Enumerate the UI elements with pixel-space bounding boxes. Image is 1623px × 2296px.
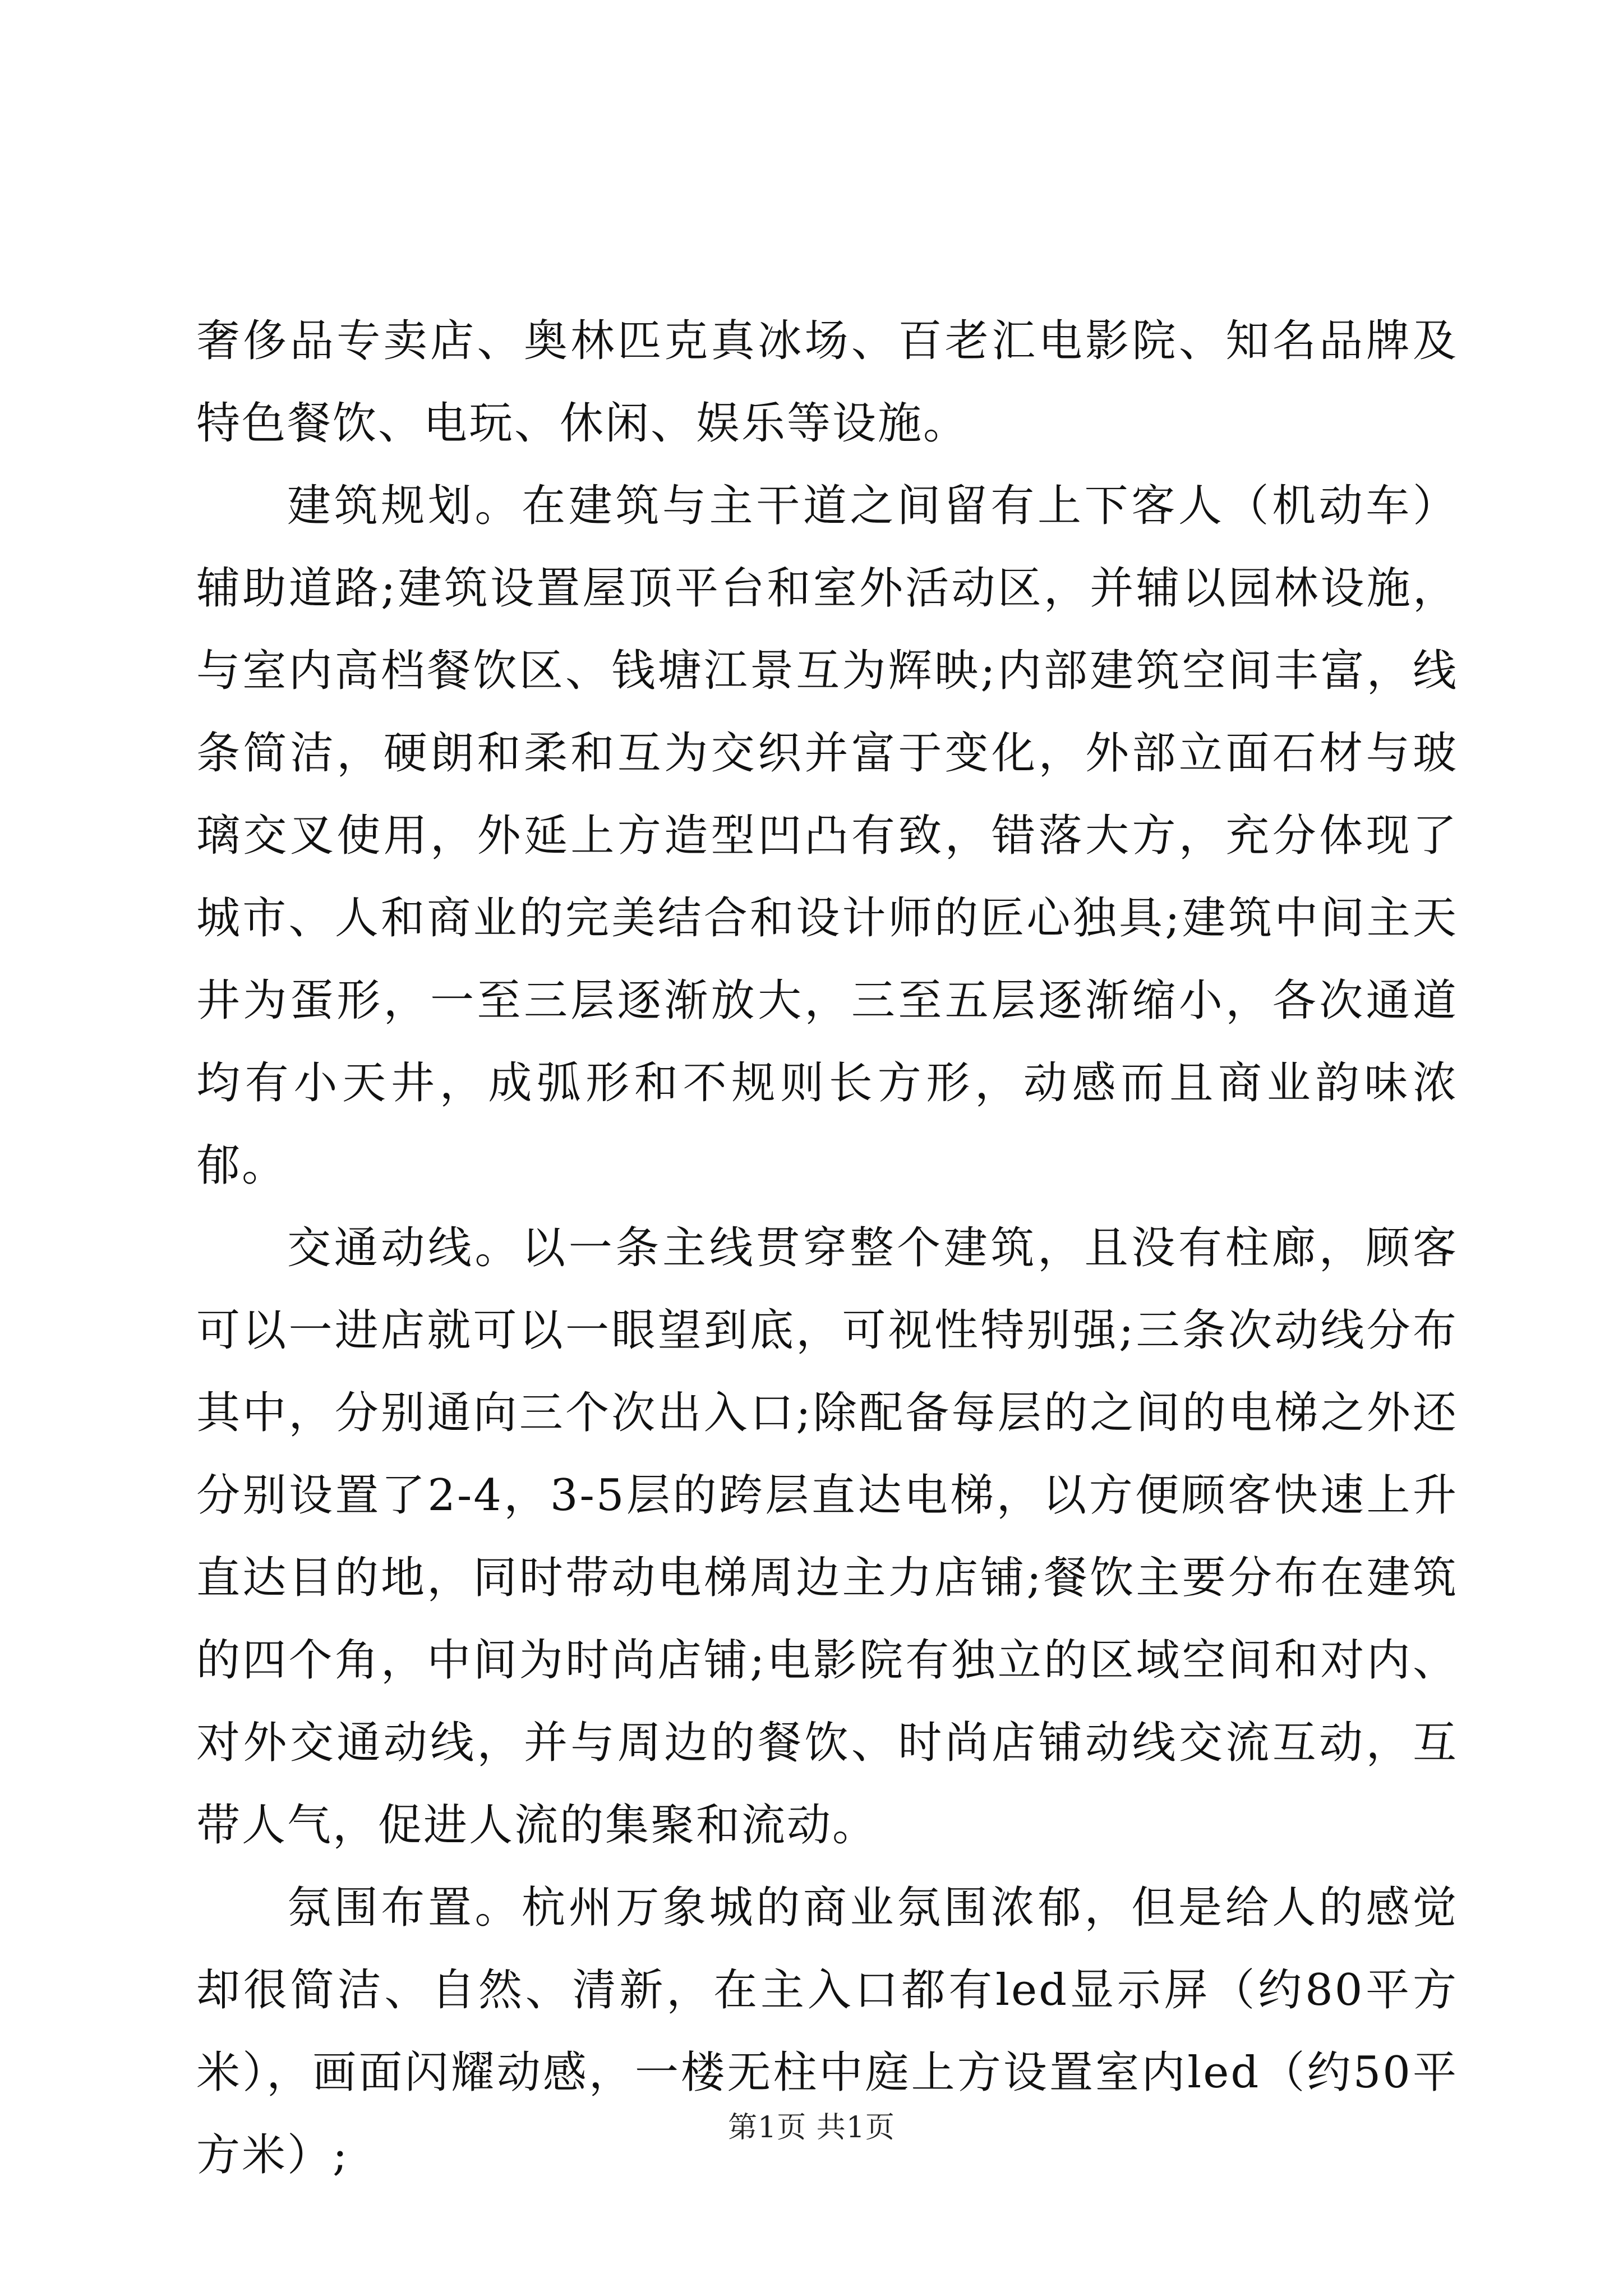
paragraph-atmosphere: 氛围布置。杭州万象城的商业氛围浓郁，但是给人的感觉却很简洁、自然、清新，在主入口都有led显示屏（约80平方米），画面闪耀动感，一楼无柱中庭上方设置室内led（约50平方米）; xyxy=(196,1883,1458,2180)
paragraph-facilities: 奢侈品专卖店、奥林匹克真冰场、百老汇电影院、知名品牌及特色餐饮、电玩、休闲、娱乐等设施。 xyxy=(196,316,1458,449)
page-footer: 第1页 共1页 xyxy=(728,2111,895,2145)
paragraph-architecture-planning: 建筑规划。在建筑与主干道之间留有上下客人（机动车）辅助道路;建筑设置屋顶平台和室外活动区，并辅以园林设施，与室内高档餐饮区、钱塘江景互为辉映;内部建筑空间丰富，线条简洁，硬朗和柔和互为交织并富于变化，外部立面石材与玻璃交叉使用，外延上方造型凹凸有致，错落大方，充分体现了城市、人和商业的完美结合和设计师的匠心独具;建筑中间主天井为蛋形，一至三层逐渐放大，三至五层逐渐缩小，各次通道均有小天井，成弧形和不规则长方形，动感而且商业韵味浓郁。 xyxy=(196,481,1459,1191)
paragraph-traffic-flow: 交通动线。以一条主线贯穿整个建筑，且没有柱廊，顾客可以一进店就可以一眼望到底，可视性特别强;三条次动线分布其中，分别通向三个次出入口;除配备每层的之间的电梯之外还分别设置了2-4，3-5层的跨层直达电梯，以方便顾客快速上升直达目的地，同时带动电梯周边主力店铺;餐饮主要分布在建筑的四个角，中间为时尚店铺;电影院有独立的区域空间和对内、对外交通动线，并与周边的餐饮、时尚店铺动线交流互动，互带人气，促进人流的集聚和流动。 xyxy=(196,1223,1458,1851)
document-body xyxy=(196,300,1458,2197)
